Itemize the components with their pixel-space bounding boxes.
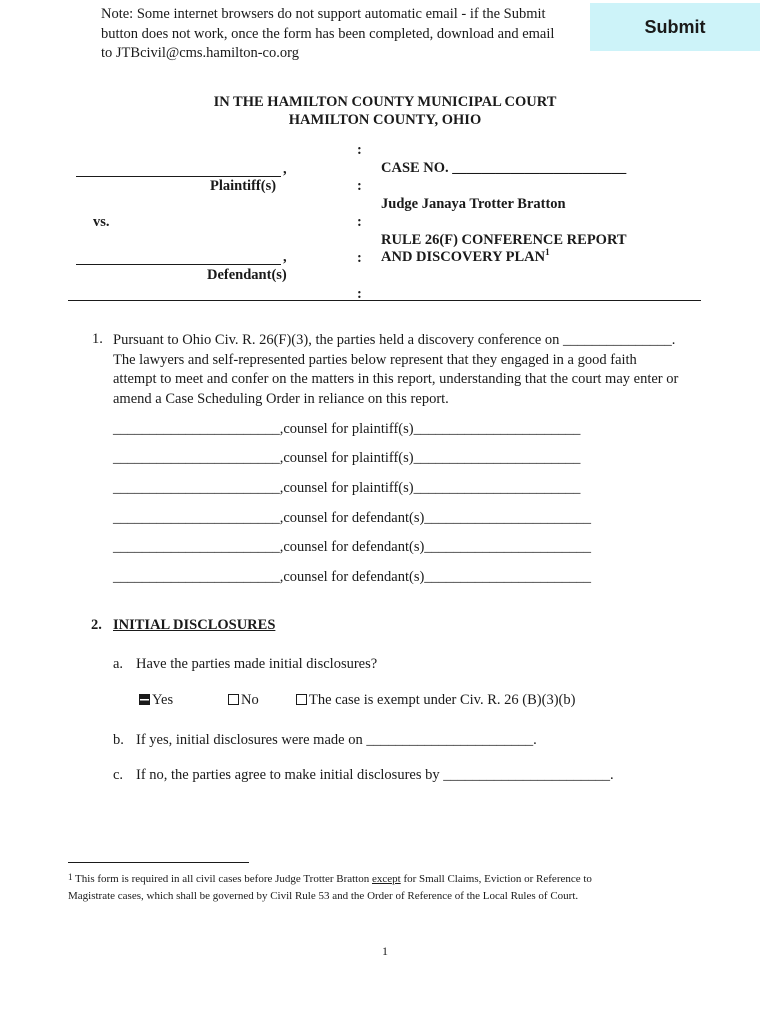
footnote-except: except [372,873,401,885]
checkbox-icon[interactable] [296,694,307,705]
counsel-defendant-row[interactable]: _______________________,counsel for defendant(s)_______________________ [113,539,592,555]
document-title-line-2 [381,249,550,266]
section-1-line: The lawyers and self-represented parties below represent that they engaged in a good faith [113,351,637,368]
counsel-plaintiff-row[interactable]: _______________________,counsel for plaintiff(s)_______________________ [113,480,581,496]
item-a-letter: a. [113,656,124,672]
footnote-text-before: This form is required in all civil cases before Judge Trotter Bratton [72,873,372,885]
document-title-text: AND DISCOVERY PLAN [381,249,546,265]
counsel-plaintiff-row[interactable]: _______________________,counsel for plaintiff(s)_______________________ [113,450,581,466]
footnote-mark: 1 [68,872,73,882]
checkbox-icon[interactable] [228,694,239,705]
note-line-1: Note: Some internet browsers do not support automatic email - if the Submit [101,6,546,22]
counsel-plaintiff-row[interactable]: _______________________,counsel for plaintiff(s)_______________________ [113,421,581,437]
note-line-2: button does not work, once the form has been completed, download and email [101,25,555,42]
caption-colon: : [357,214,362,230]
email-note [101,5,591,64]
plaintiff-comma: , [283,161,287,177]
caption-colon: : [357,142,362,158]
option-exempt-label: The case is exempt under Civ. R. 26 (B)(3)(b) [309,692,576,708]
section-1-line: amend a Case Scheduling Order in reliance on this report. [113,390,449,407]
counsel-defendant-row[interactable]: _______________________,counsel for defendant(s)_______________________ [113,569,592,585]
plaintiff-label: Plaintiff(s) [210,178,277,194]
counsel-defendant-row[interactable]: _______________________,counsel for defendant(s)_______________________ [113,510,592,526]
option-exempt[interactable] [296,692,575,709]
caption-colon: : [357,286,362,302]
footnote-line-1 [68,871,708,888]
footnote [68,871,708,905]
item-c-text: If no, the parties agree to make initial disclosures by _______________________. [136,767,614,783]
section-1-paragraph [113,331,713,409]
plaintiff-name-field[interactable] [76,176,281,177]
caption-colon: : [357,178,362,194]
option-yes-label: Yes [152,692,174,708]
checkbox-checked-icon[interactable] [139,694,150,705]
item-b-text: If yes, initial disclosures were made on _______________________. [136,732,537,748]
item-c-letter: c. [113,767,124,783]
footnote-separator [68,862,249,863]
page-number: 1 [382,944,388,958]
case-number: CASE NO. ________________________ [381,160,627,176]
vs-label: vs. [93,214,110,230]
caption-colon: : [357,250,362,266]
defendant-comma: , [283,249,287,265]
option-no-label: No [241,692,259,708]
submit-button[interactable]: Submit [590,3,760,51]
footnote-text-after: for Small Claims, Eviction or Reference to [400,873,592,885]
item-b-letter: b. [113,732,124,748]
note-line-3: to JTBcivil@cms.hamilton-co.org [101,45,299,61]
defendant-label: Defendant(s) [207,267,287,283]
defendant-name-field[interactable] [76,264,281,265]
section-1-line: attempt to meet and confer on the matters in this report, understanding that the court may enter or [113,371,679,387]
section-1-number: 1. [92,331,103,347]
section-2-heading: INITIAL DISCLOSURES [113,617,276,633]
footnote-line-2: Magistrate cases, which shall be governed by Civil Rule 53 and the Order of Reference of the Local Rules of Court. [68,890,579,902]
section-2-number: 2. [91,617,102,633]
section-1-line: Pursuant to Ohio Civ. R. 26(F)(3), the parties held a discovery conference on _______________. [113,332,676,348]
option-yes[interactable] [139,692,173,709]
court-county: HAMILTON COUNTY, OHIO [288,112,482,128]
judge-name: Judge Janaya Trotter Bratton [381,196,566,212]
court-name: IN THE HAMILTON COUNTY MUNICIPAL COURT [213,94,557,110]
option-no[interactable] [228,692,259,709]
caption-divider [68,300,701,301]
document-title-line-1: RULE 26(F) CONFERENCE REPORT [381,232,627,248]
item-a-question: Have the parties made initial disclosures? [136,656,378,672]
footnote-reference: 1 [545,247,550,257]
